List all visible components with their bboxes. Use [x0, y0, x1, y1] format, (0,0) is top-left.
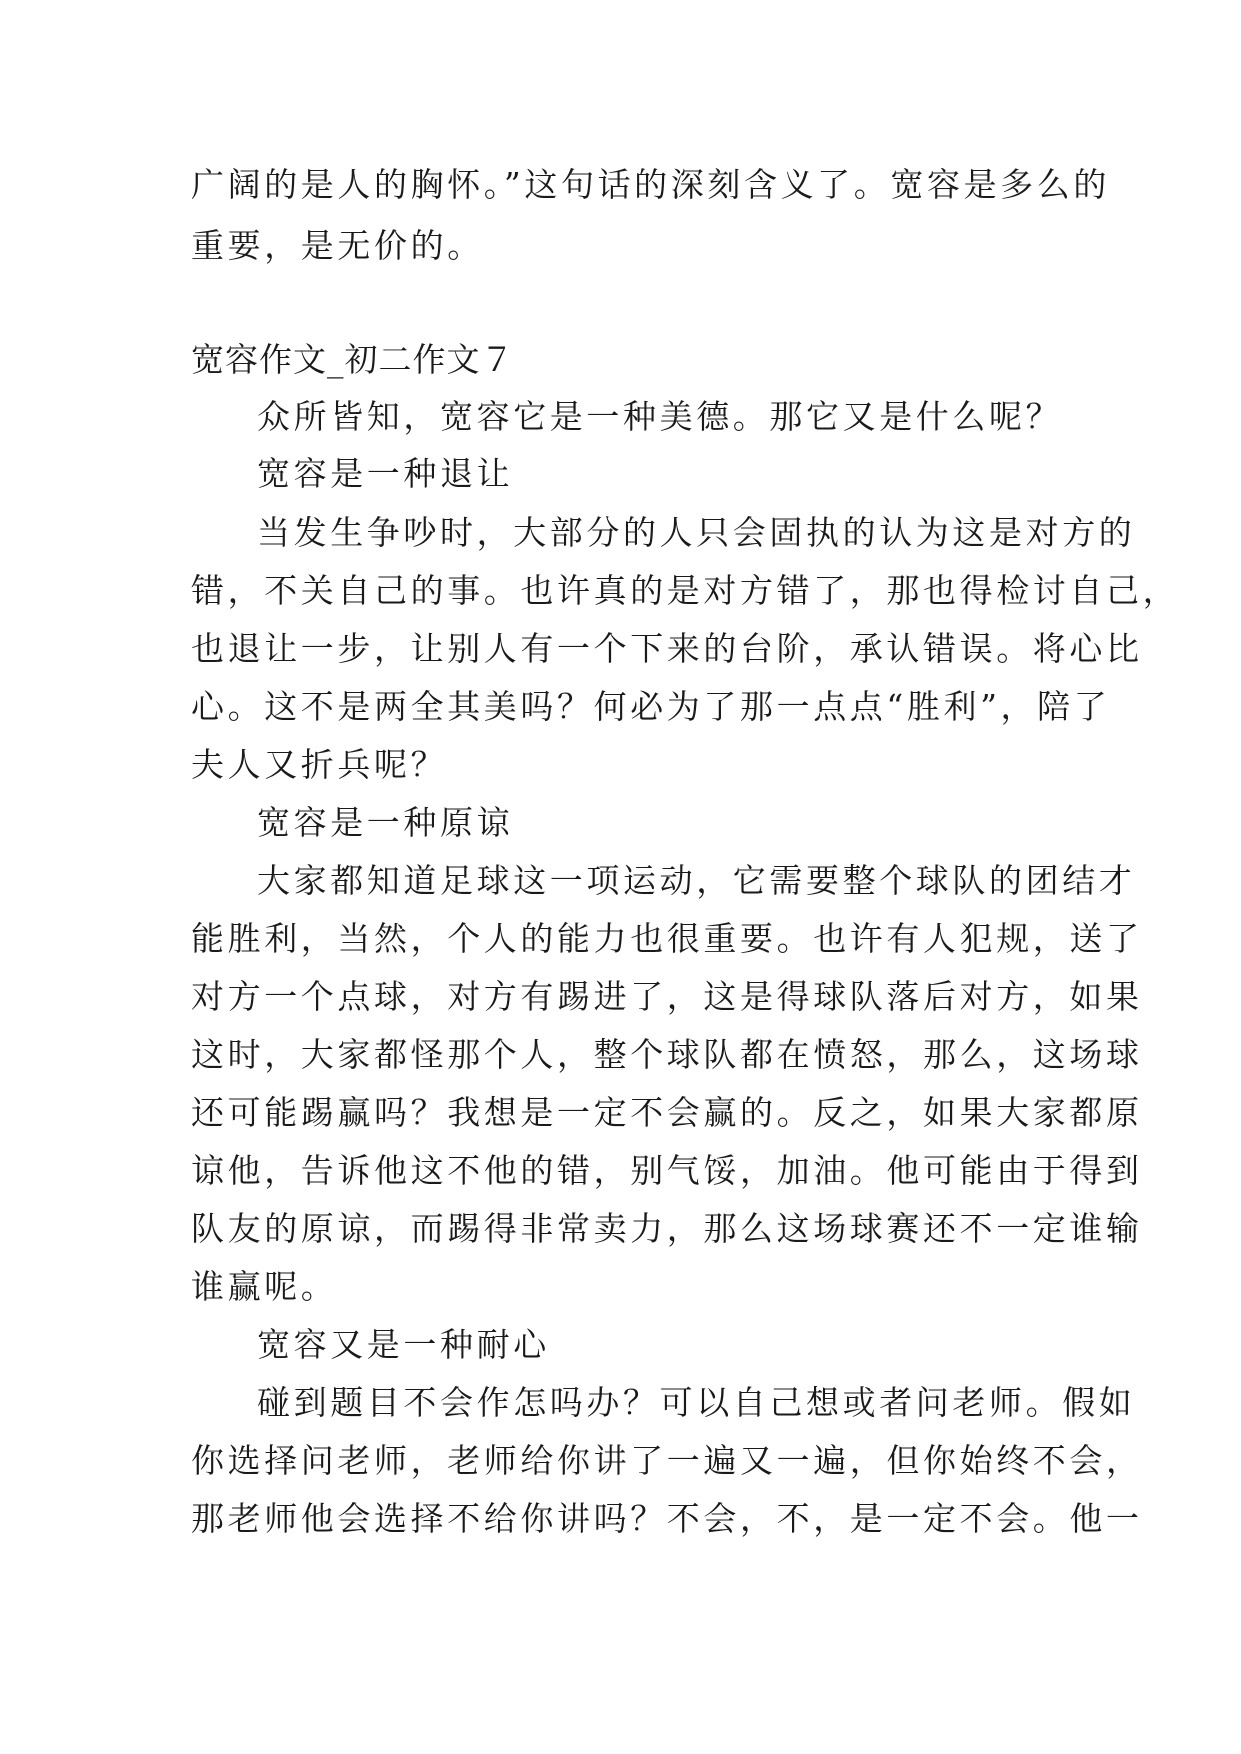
paragraph-line: 心。这不是两全其美吗？何必为了那一点点“胜利”，陪了	[191, 687, 1111, 726]
intro-line: 广阔的是人的胸怀。”这句话的深刻含义了。宽容是多么的	[191, 165, 1110, 204]
subheading: 宽容又是一种耐心	[257, 1325, 550, 1364]
paragraph-line: 这时，大家都怪那个人，整个球队都在愤怒，那么，这场球	[191, 1035, 1143, 1074]
paragraph-line: 能胜利，当然，个人的能力也很重要。也许有人犯规，送了	[191, 919, 1143, 958]
subheading: 宽容是一种原谅	[257, 803, 514, 842]
paragraph-line: 当发生争吵时，大部分的人只会固执的认为这是对方的	[257, 513, 1136, 552]
paragraph-line: 谁赢呢。	[191, 1267, 338, 1306]
paragraph-line: 你选择问老师，老师给你讲了一遍又一遍，但你始终不会，	[191, 1441, 1143, 1480]
paragraph-line: 对方一个点球，对方有踢进了，这是得球队落后对方，如果	[191, 977, 1143, 1016]
paragraph-line: 谅他，告诉他这不他的错，别气馁，加油。他可能由于得到	[191, 1151, 1143, 1190]
paragraph-line: 错，不关自己的事。也许真的是对方错了，那也得检讨自己，	[191, 571, 1180, 610]
paragraph-line: 队友的原谅，而踢得非常卖力，那么这场球赛还不一定谁输	[191, 1209, 1143, 1248]
paragraph-line: 还可能踢赢吗？我想是一定不会赢的。反之，如果大家都原	[191, 1093, 1143, 1132]
paragraph-line: 众所皆知，宽容它是一种美德。那它又是什么呢？	[257, 397, 1063, 436]
paragraph-line: 碰到题目不会作怎吗办？可以自己想或者问老师。假如	[257, 1383, 1136, 1422]
subheading: 宽容是一种退让	[257, 454, 514, 493]
section-title: 宽容作文_初二作文７	[191, 340, 515, 379]
paragraph-line: 大家都知道足球这一项运动，它需要整个球队的团结才	[257, 861, 1136, 900]
intro-line: 重要，是无价的。	[191, 226, 484, 265]
paragraph-line: 夫人又折兵呢？	[191, 745, 448, 784]
paragraph-line: 也退让一步，让别人有一个下来的台阶，承认错误。将心比	[191, 629, 1143, 668]
paragraph-line: 那老师他会选择不给你讲吗？不会，不，是一定不会。他一	[191, 1499, 1143, 1538]
